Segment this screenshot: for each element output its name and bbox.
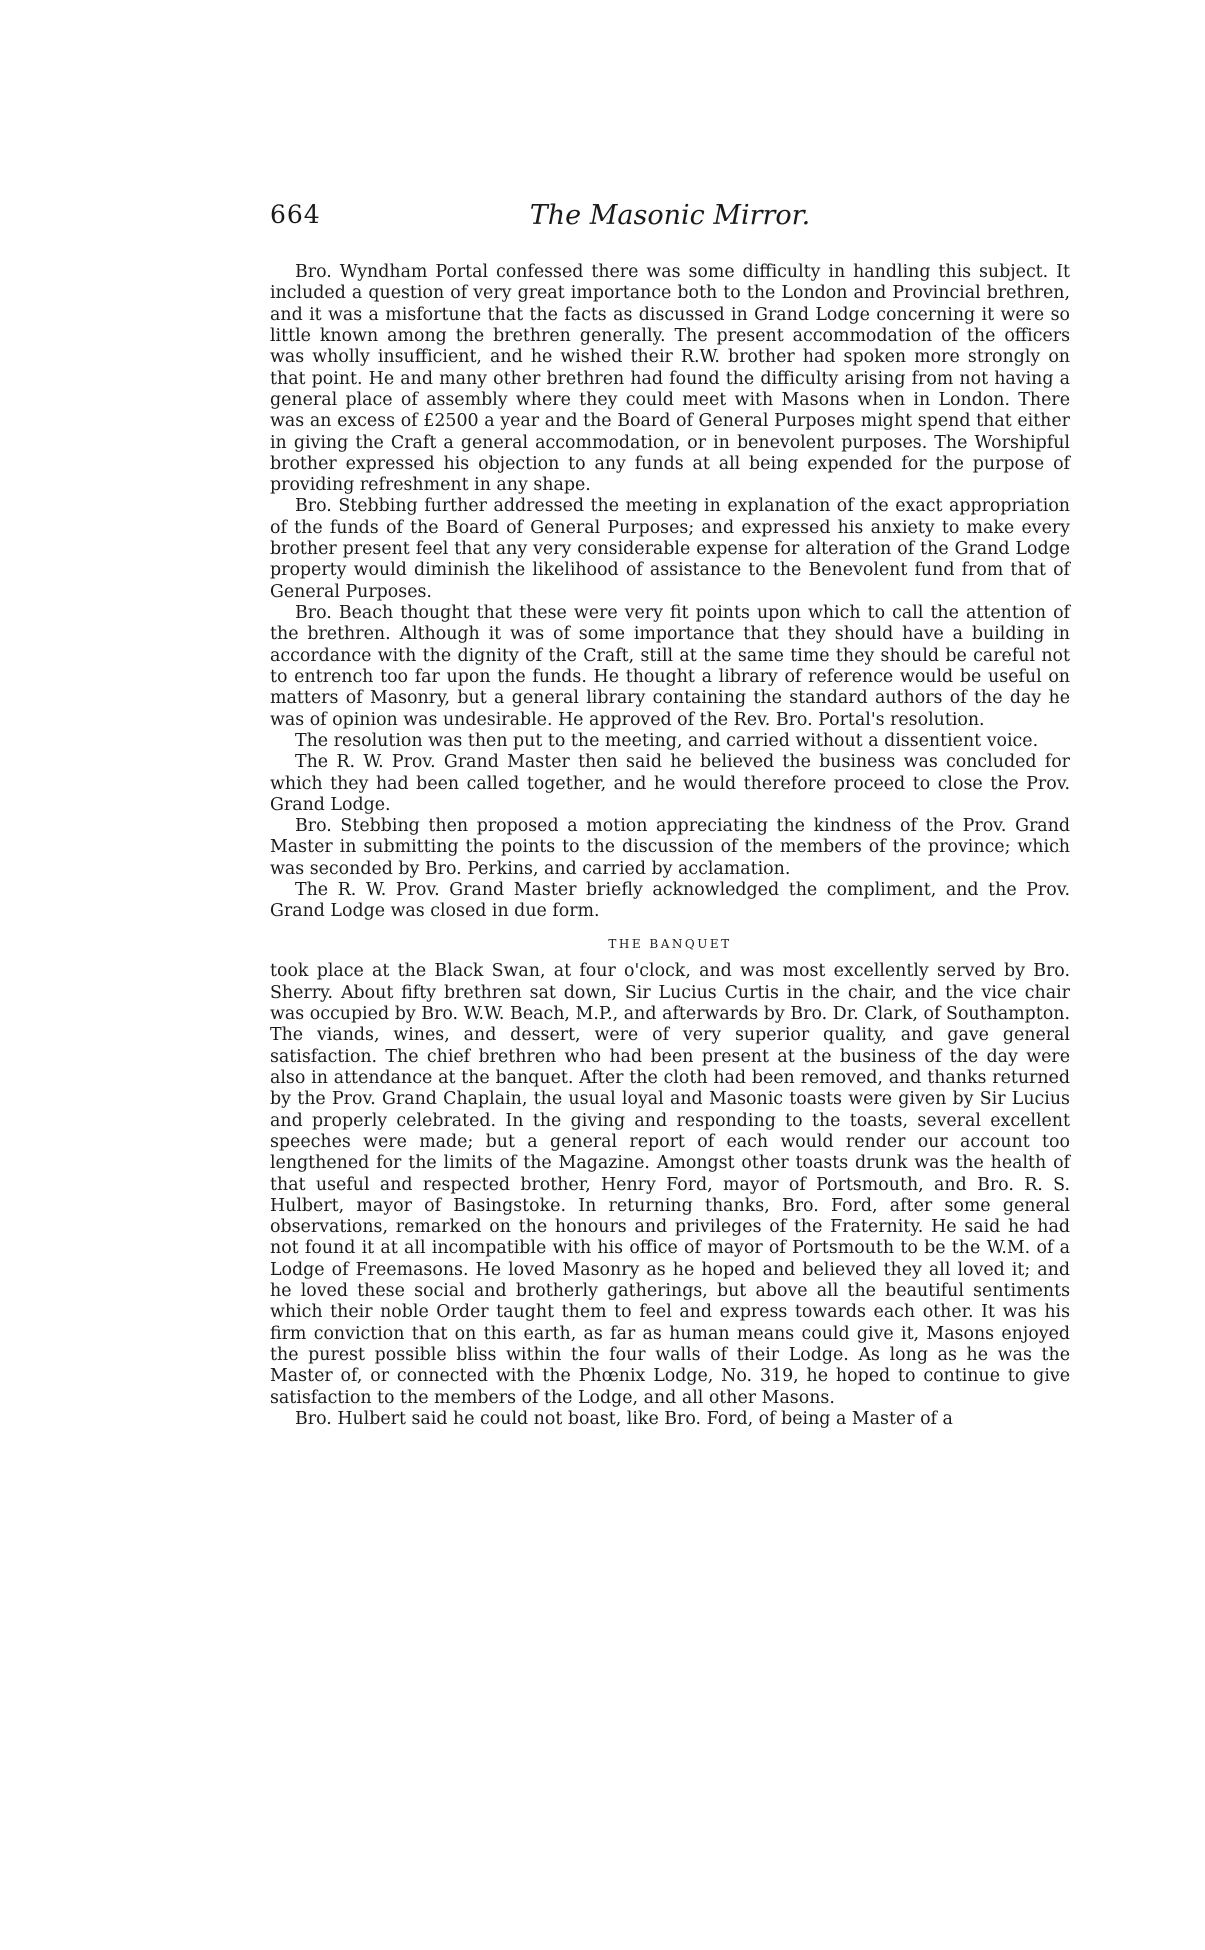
paragraph-grand-master: The R. W. Prov. Grand Master then said he believed the business was concluded for which they had been called together, and he would therefore proceed to close the Prov. Grand Lodge.	[270, 752, 1070, 815]
paragraph-banquet: took place at the Black Swan, at four o'clock, and was most excellently served by Bro. Sherry. About fifty brethren sat down, Sir Lucius Curtis in the chair, and the vice chair was occupied by Bro. W.W. Beach, M.P., and afterwards by Bro. Dr. Clark, of Southampton. The viands, wines, and dessert, were of very superior quality, and gave general satisfaction. The chief brethren who had been present at the business of the day were also in attendance at the banquet. After the cloth had been removed, and thanks returned by the Prov. Grand Chaplain, the usual loyal and Masonic toasts were given by Sir Lucius and properly celebrated. In the giving and responding to the toasts, several excellent speeches were made; but a general report of each would render our account too lengthened for the limits of the Magazine. Amongst other toasts drunk was the health of that useful and respected brother, Henry Ford, mayor of Portsmouth, and Bro. R. S. Hulbert, mayor of Basingstoke. In returning thanks, Bro. Ford, after some general observations, remarked on the honours and privileges of the Fraternity. He said he had not found it at all incompatible with his office of mayor of Portsmouth to be the W.M. of a Lodge of Freemasons. He loved Masonry as he hoped and believed they all loved it; and he loved these social and brotherly gatherings, but above all the beautiful sentiments which their noble Order taught them to feel and express towards each other. It was his firm conviction that on this earth, as far as human means could give it, Masons enjoyed the purest possible bliss within the four walls of their Lodge. As long as he was the Master of, or connected with the Phœnix Lodge, No. 319, he hoped to continue to give satisfaction to the members of the Lodge, and all other Masons.	[270, 961, 1070, 1408]
paragraph-stebbing: Bro. Stebbing further addressed the meeting in explanation of the exact appropriation of the funds of the Board of General Purposes; and expressed his anxiety to make every brother present feel that any very considerable expense for alteration of the Grand Lodge property would diminish the likelihood of assistance to the Benevolent fund from that of General Purposes.	[270, 496, 1070, 602]
section-heading: THE BANQUET	[608, 936, 732, 951]
journal-title: The Masonic Mirror.	[529, 200, 811, 231]
page-number: 664	[270, 200, 321, 229]
article-body	[270, 262, 1070, 1430]
document-page	[270, 200, 1070, 1430]
paragraph-hulbert: Bro. Hulbert said he could not boast, like Bro. Ford, of being a Master of a	[295, 1408, 953, 1429]
paragraph-motion: Bro. Stebbing then proposed a motion appreciating the kindness of the Prov. Grand Master in submitting the points to the discussion of the members of the province; which was seconded by Bro. Perkins, and carried by acclamation.	[270, 816, 1070, 879]
paragraph-resolution: The resolution was then put to the meeting, and carried without a dissentient voice.	[295, 730, 1039, 751]
paragraph-closing: The R. W. Prov. Grand Master briefly acknowledged the compliment, and the Prov. Grand Lodge was closed in due form.	[270, 880, 1070, 922]
paragraph-beach: Bro. Beach thought that these were very fit points upon which to call the attention of the brethren. Although it was of some importance that they should have a building in accordance with the dignity of the Craft, still at the same time they should be careful not to entrench too far upon the funds. He thought a library of reference would be useful on matters of Masonry, but a general library containing the standard authors of the day he was of opinion was undesirable. He approved of the Rev. Bro. Portal's resolution.	[270, 603, 1070, 730]
paragraph-portal: Bro. Wyndham Portal confessed there was some difficulty in handling this subject. It included a question of very great importance both to the London and Provincial brethren, and it was a misfortune that the facts as discussed in Grand Lodge concerning it were so little known among the brethren generally. The present accommodation of the officers was wholly insufficient, and he wished their R.W. brother had spoken more strongly on that point. He and many other brethren had found the difficulty arising from not having a general place of assembly where they could meet with Masons when in London. There was an excess of £2500 a year and the Board of General Purposes might spend that either in giving the Craft a general accommodation, or in benevolent purposes. The Worshipful brother expressed his objection to any funds at all being expended for the purpose of providing refreshment in any shape.	[270, 262, 1070, 496]
running-head	[270, 200, 1070, 244]
